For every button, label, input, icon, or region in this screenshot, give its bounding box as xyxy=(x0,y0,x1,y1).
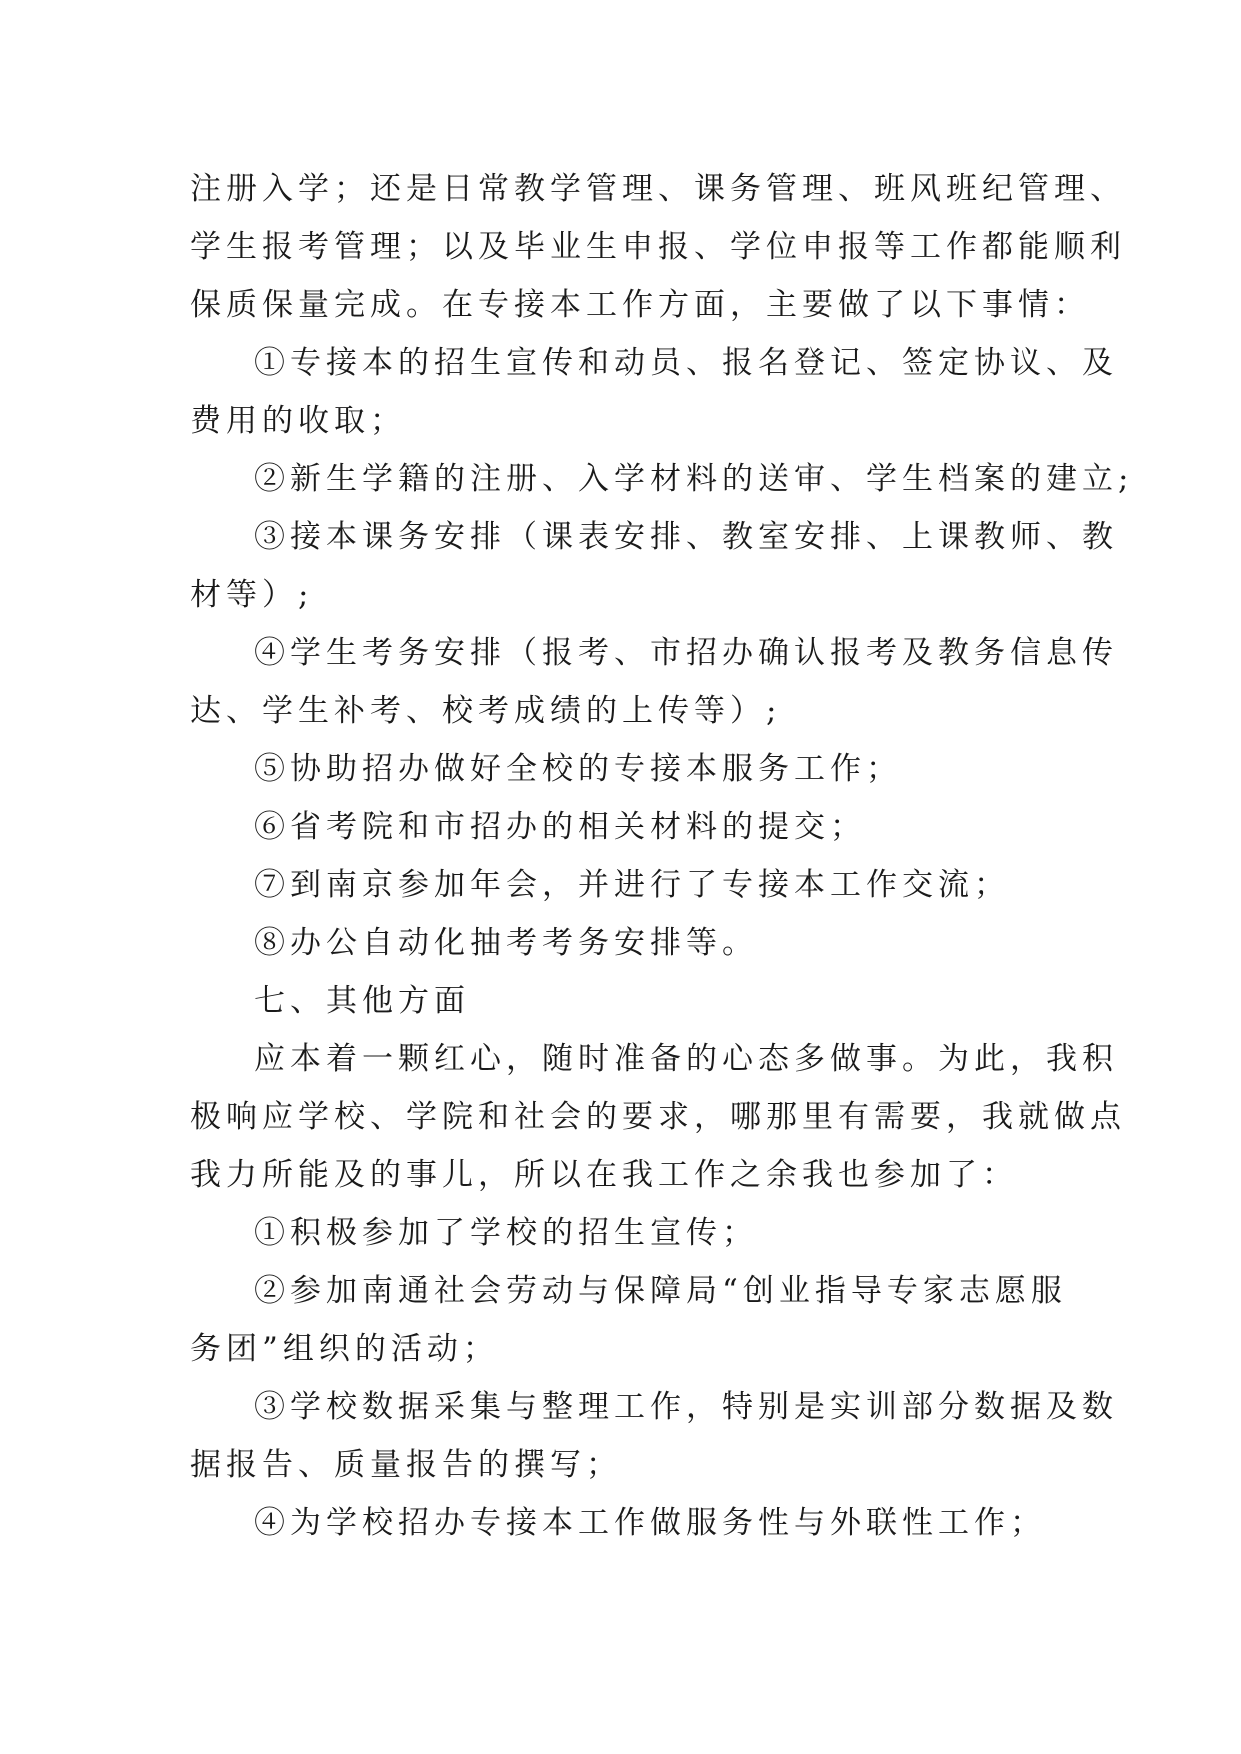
text-line: 学生报考管理；以及毕业生申报、学位申报等工作都能顺利 xyxy=(190,229,1126,265)
section-heading: 七、其他方面 xyxy=(254,983,470,1019)
list-item: ④为学校招办专接本工作做服务性与外联性工作； xyxy=(254,1505,1046,1541)
list-item: ⑥省考院和市招办的相关材料的提交； xyxy=(254,809,866,845)
text-line: 注册入学；还是日常教学管理、课务管理、班风班纪管理、 xyxy=(190,171,1126,207)
text-line: 达、学生补考、校考成绩的上传等）; xyxy=(190,693,782,729)
list-item: ①积极参加了学校的招生宣传； xyxy=(254,1215,758,1251)
list-item: ②参加南通社会劳动与保障局“创业指导专家志愿服 xyxy=(254,1273,1067,1309)
list-item: ⑦到南京参加年会，并进行了专接本工作交流； xyxy=(254,867,1010,903)
list-item: ③接本课务安排（课表安排、教室安排、上课教师、教 xyxy=(254,519,1118,555)
list-item: ⑧办公自动化抽考考务安排等。 xyxy=(254,925,758,961)
document-body xyxy=(190,160,1134,1552)
paragraph-start: 应本着一颗红心，随时准备的心态多做事。为此，我积 xyxy=(254,1041,1118,1077)
list-item: ④学生考务安排（报考、市招办确认报考及教务信息传 xyxy=(254,635,1118,671)
list-item: ②新生学籍的注册、入学材料的送审、学生档案的建立; xyxy=(254,461,1134,497)
text-line: 费用的收取； xyxy=(190,403,406,439)
text-line: 我力所能及的事儿，所以在我工作之余我也参加了： xyxy=(190,1157,1018,1193)
list-item: ①专接本的招生宣传和动员、报名登记、签定协议、及 xyxy=(254,345,1118,381)
text-line: 极响应学校、学院和社会的要求，哪那里有需要，我就做点 xyxy=(190,1099,1126,1135)
text-line: 务团”组织的活动； xyxy=(190,1331,499,1367)
text-line: 保质保量完成。在专接本工作方面，主要做了以下事情： xyxy=(190,287,1090,323)
text-line: 据报告、质量报告的撰写； xyxy=(190,1447,622,1483)
list-item: ⑤协助招办做好全校的专接本服务工作； xyxy=(254,751,902,787)
text-line: 材等）; xyxy=(190,577,314,613)
list-item: ③学校数据采集与整理工作，特别是实训部分数据及数 xyxy=(254,1389,1118,1425)
